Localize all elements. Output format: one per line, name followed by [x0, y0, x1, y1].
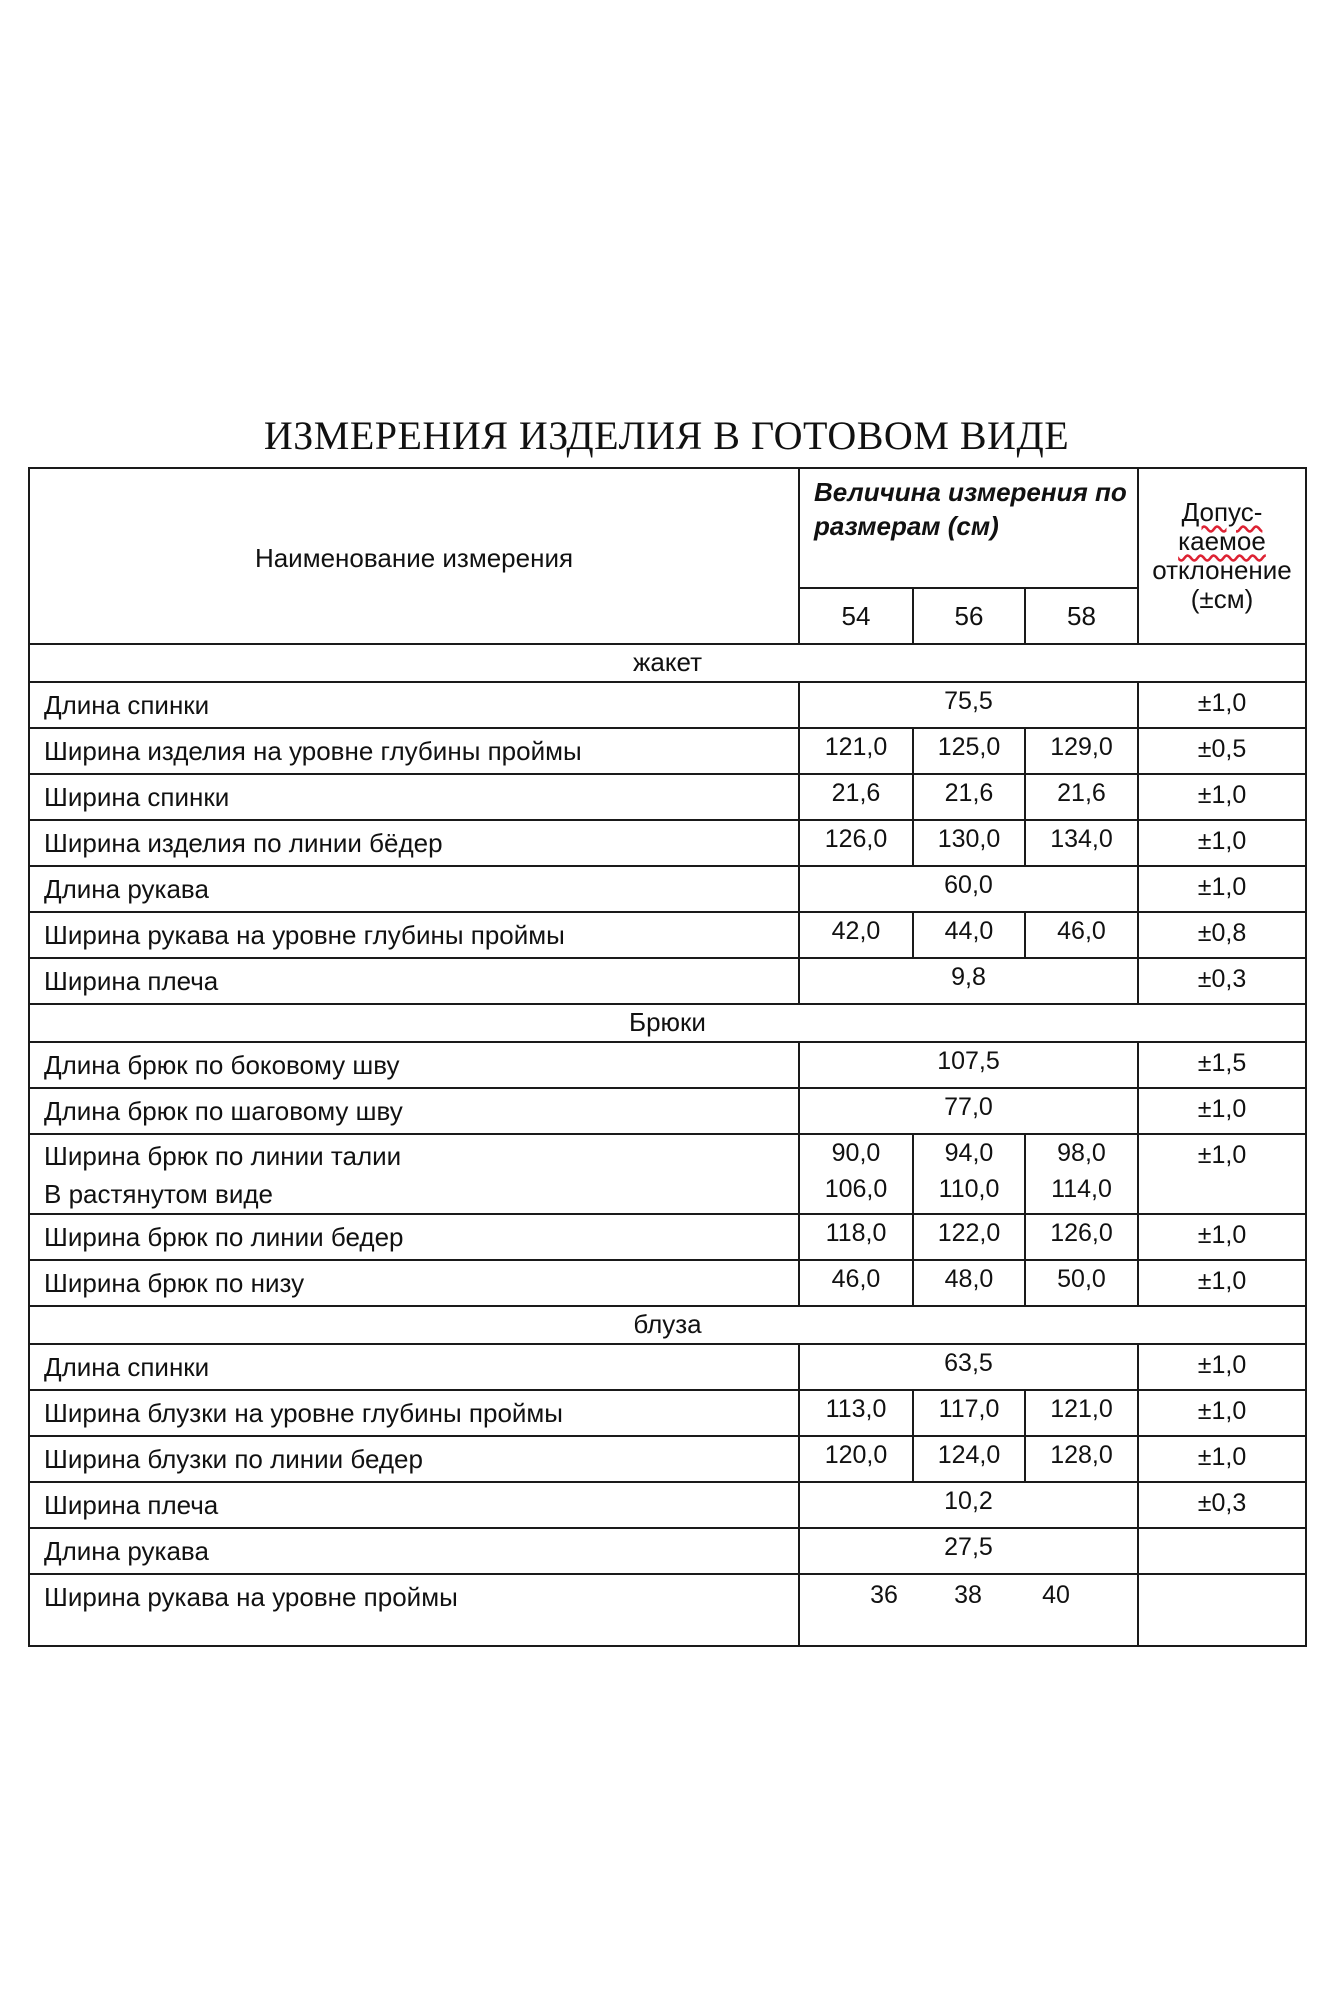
table-row: [29, 1436, 1306, 1482]
merged-value: 107,5: [799, 1042, 1138, 1088]
tolerance-value: [1138, 1528, 1306, 1574]
size-value-text: 113,0: [825, 1395, 887, 1423]
measure-name-text: Ширина брюк по линии бедер: [44, 1222, 404, 1252]
size-value: [799, 1214, 913, 1260]
tolerance-value: ±1,0: [1138, 820, 1306, 866]
section-row: [29, 1306, 1306, 1344]
size-value: [799, 1436, 913, 1482]
size-value: [799, 774, 913, 820]
measure-name: [29, 682, 799, 728]
size-value: [913, 728, 1025, 774]
measure-name: [29, 820, 799, 866]
size-value-text: 21,6: [944, 779, 994, 807]
measure-name-text: Ширина брюк по линии талии: [44, 1141, 402, 1171]
table-row: [29, 820, 1306, 866]
size-value-text: 21,6: [831, 779, 881, 807]
size-value: [1025, 728, 1138, 774]
header-tolerance: Допус- каемое отклонение (±см): [1138, 468, 1306, 644]
tolerance-value: ±1,0: [1138, 1088, 1306, 1134]
size-value: [799, 1390, 913, 1436]
measure-name-text: Ширина рукава на уровне проймы: [44, 1582, 458, 1612]
measure-name-text: Ширина спинки: [44, 782, 230, 812]
size-value-text: 42,0: [831, 917, 881, 945]
size-value: [1025, 1214, 1138, 1260]
tolerance-value: ±1,0: [1138, 774, 1306, 820]
size-value-text: 90,0: [831, 1139, 881, 1167]
size-value-stretched: 110,0: [938, 1175, 1000, 1203]
measure-name: [29, 774, 799, 820]
size-value-text: 121,0: [824, 733, 888, 761]
size-header: 58: [1025, 588, 1138, 644]
measure-name-text: Ширина изделия на уровне глубины проймы: [44, 736, 582, 766]
measure-name: [29, 1088, 799, 1134]
measure-name: [29, 1214, 799, 1260]
size-value: [799, 1134, 913, 1214]
document-title: ИЗМЕРЕНИЯ ИЗДЕЛИЯ В ГОТОВОМ ВИДЕ: [263, 413, 1070, 458]
size-value: [799, 728, 913, 774]
measure-name: [29, 912, 799, 958]
size-value-text: 98,0: [1057, 1139, 1106, 1167]
merged-value: 10,2: [799, 1482, 1138, 1528]
merged-value: 27,5: [799, 1528, 1138, 1574]
measure-name: [29, 1574, 799, 1646]
tolerance-value: ±0,3: [1138, 1482, 1306, 1528]
loose-values: [799, 1574, 1138, 1646]
merged-value: 63,5: [799, 1344, 1138, 1390]
size-value-text: 128,0: [1050, 1441, 1113, 1469]
size-value: 36: [870, 1581, 898, 1609]
measure-name: [29, 1344, 799, 1390]
table-row: [29, 1042, 1306, 1088]
size-value: [1025, 1260, 1138, 1306]
table-row: [29, 682, 1306, 728]
size-header: 54: [799, 588, 913, 644]
table-row: [29, 958, 1306, 1004]
size-value-text: 134,0: [1050, 825, 1113, 853]
header-size-group: Величина измерения по размерам (см): [799, 468, 1138, 588]
size-value: [799, 1260, 913, 1306]
size-value-text: 129,0: [1050, 733, 1113, 761]
tolerance-value: ±1,0: [1138, 1260, 1306, 1306]
tolerance-value: ±1,0: [1138, 1390, 1306, 1436]
tolerance-value: ±1,0: [1138, 1134, 1306, 1214]
size-value: [913, 1260, 1025, 1306]
table-row: [29, 1390, 1306, 1436]
size-value-text: 121,0: [1050, 1395, 1113, 1423]
tolerance-value: ±1,0: [1138, 682, 1306, 728]
table-row: [29, 1574, 1306, 1646]
table-row: [29, 1482, 1306, 1528]
measure-name-text: Ширина брюк по низу: [44, 1268, 305, 1298]
merged-value: 75,5: [799, 682, 1138, 728]
size-value-text: 50,0: [1057, 1265, 1106, 1293]
table-row: [29, 728, 1306, 774]
measure-name: [29, 1260, 799, 1306]
section-label: Брюки: [29, 1004, 1306, 1042]
table-row: [29, 1088, 1306, 1134]
measure-name: [29, 1482, 799, 1528]
measure-name-text: Длина рукава: [44, 874, 209, 904]
size-value: [913, 774, 1025, 820]
size-value: [1025, 912, 1138, 958]
tolerance-value: ±1,0: [1138, 1344, 1306, 1390]
tolerance-value: ±1,0: [1138, 1436, 1306, 1482]
measure-name-text: Ширина плеча: [44, 966, 219, 996]
table-row: [29, 912, 1306, 958]
size-value: [913, 912, 1025, 958]
measure-name: [29, 1134, 799, 1214]
size-value: [913, 820, 1025, 866]
size-value-text: 124,0: [937, 1441, 1001, 1469]
measure-name-text: Ширина блузки по линии бедер: [44, 1444, 423, 1474]
size-value: [1025, 1436, 1138, 1482]
measure-name-text: Длина рукава: [44, 1536, 209, 1566]
size-value-text: 122,0: [937, 1219, 1001, 1247]
measurement-table: [28, 467, 1307, 1647]
merged-value: 9,8: [799, 958, 1138, 1004]
table-row: [29, 1134, 1306, 1214]
size-value: [1025, 774, 1138, 820]
tolerance-value: ±0,5: [1138, 728, 1306, 774]
size-value-stretched: 106,0: [824, 1175, 888, 1203]
header-name-column: Наименование измерения: [29, 468, 799, 644]
measure-name-text: Ширина рукава на уровне глубины проймы: [44, 920, 565, 950]
section-label: блуза: [29, 1306, 1306, 1344]
size-value-text: 117,0: [938, 1395, 1000, 1423]
measure-name: [29, 1390, 799, 1436]
measure-name-text: Ширина изделия по линии бёдер: [44, 828, 443, 858]
tolerance-value: ±1,0: [1138, 1214, 1306, 1260]
measure-name: [29, 958, 799, 1004]
tolerance-value: ±1,0: [1138, 866, 1306, 912]
measure-name: [29, 866, 799, 912]
table-row: [29, 866, 1306, 912]
size-value: [913, 1390, 1025, 1436]
tolerance-value: ±1,5: [1138, 1042, 1306, 1088]
measure-name: [29, 1436, 799, 1482]
measure-name: [29, 1528, 799, 1574]
size-value-text: 48,0: [944, 1265, 994, 1293]
tolerance-value: ±0,8: [1138, 912, 1306, 958]
section-row: [29, 644, 1306, 682]
size-value: [913, 1214, 1025, 1260]
size-value: [1025, 820, 1138, 866]
section-row: [29, 1004, 1306, 1042]
size-value: [799, 820, 913, 866]
size-value-text: 126,0: [824, 825, 888, 853]
measure-name-secondary: В растянутом виде: [44, 1179, 273, 1209]
size-value: [913, 1134, 1025, 1214]
size-value-stretched: 114,0: [1051, 1175, 1112, 1203]
size-value-text: 46,0: [831, 1265, 881, 1293]
size-value: [799, 912, 913, 958]
measure-name-text: Длина брюк по шаговому шву: [44, 1096, 403, 1126]
measure-name-text: Длина спинки: [44, 1352, 210, 1382]
table-row: [29, 774, 1306, 820]
measure-name: [29, 1042, 799, 1088]
measure-name-text: Длина брюк по боковому шву: [44, 1050, 400, 1080]
tolerance-value: [1138, 1574, 1306, 1646]
size-value-text: 44,0: [944, 917, 994, 945]
measure-name-text: Ширина плеча: [44, 1490, 219, 1520]
size-value: [1025, 1390, 1138, 1436]
measure-name-text: Длина спинки: [44, 690, 210, 720]
size-value-text: 46,0: [1057, 917, 1106, 945]
measure-name-text: Ширина блузки на уровне глубины проймы: [44, 1398, 563, 1428]
size-value-text: 94,0: [944, 1139, 994, 1167]
size-header: 56: [913, 588, 1025, 644]
size-value-text: 118,0: [825, 1219, 887, 1247]
size-value-text: 130,0: [937, 825, 1001, 853]
table-row: [29, 1214, 1306, 1260]
size-value: [913, 1436, 1025, 1482]
merged-value: 60,0: [799, 866, 1138, 912]
size-value: 38: [954, 1581, 982, 1609]
size-value: 40: [1042, 1581, 1070, 1609]
table-row: [29, 1344, 1306, 1390]
section-label: жакет: [29, 644, 1306, 682]
merged-value: 77,0: [799, 1088, 1138, 1134]
size-value-text: 120,0: [824, 1441, 888, 1469]
measure-name: [29, 728, 799, 774]
size-value-text: 21,6: [1057, 779, 1106, 807]
tolerance-value: ±0,3: [1138, 958, 1306, 1004]
size-value: [1025, 1134, 1138, 1214]
size-value-text: 125,0: [937, 733, 1001, 761]
table-row: [29, 1260, 1306, 1306]
table-row: [29, 1528, 1306, 1574]
size-value-text: 126,0: [1050, 1219, 1113, 1247]
